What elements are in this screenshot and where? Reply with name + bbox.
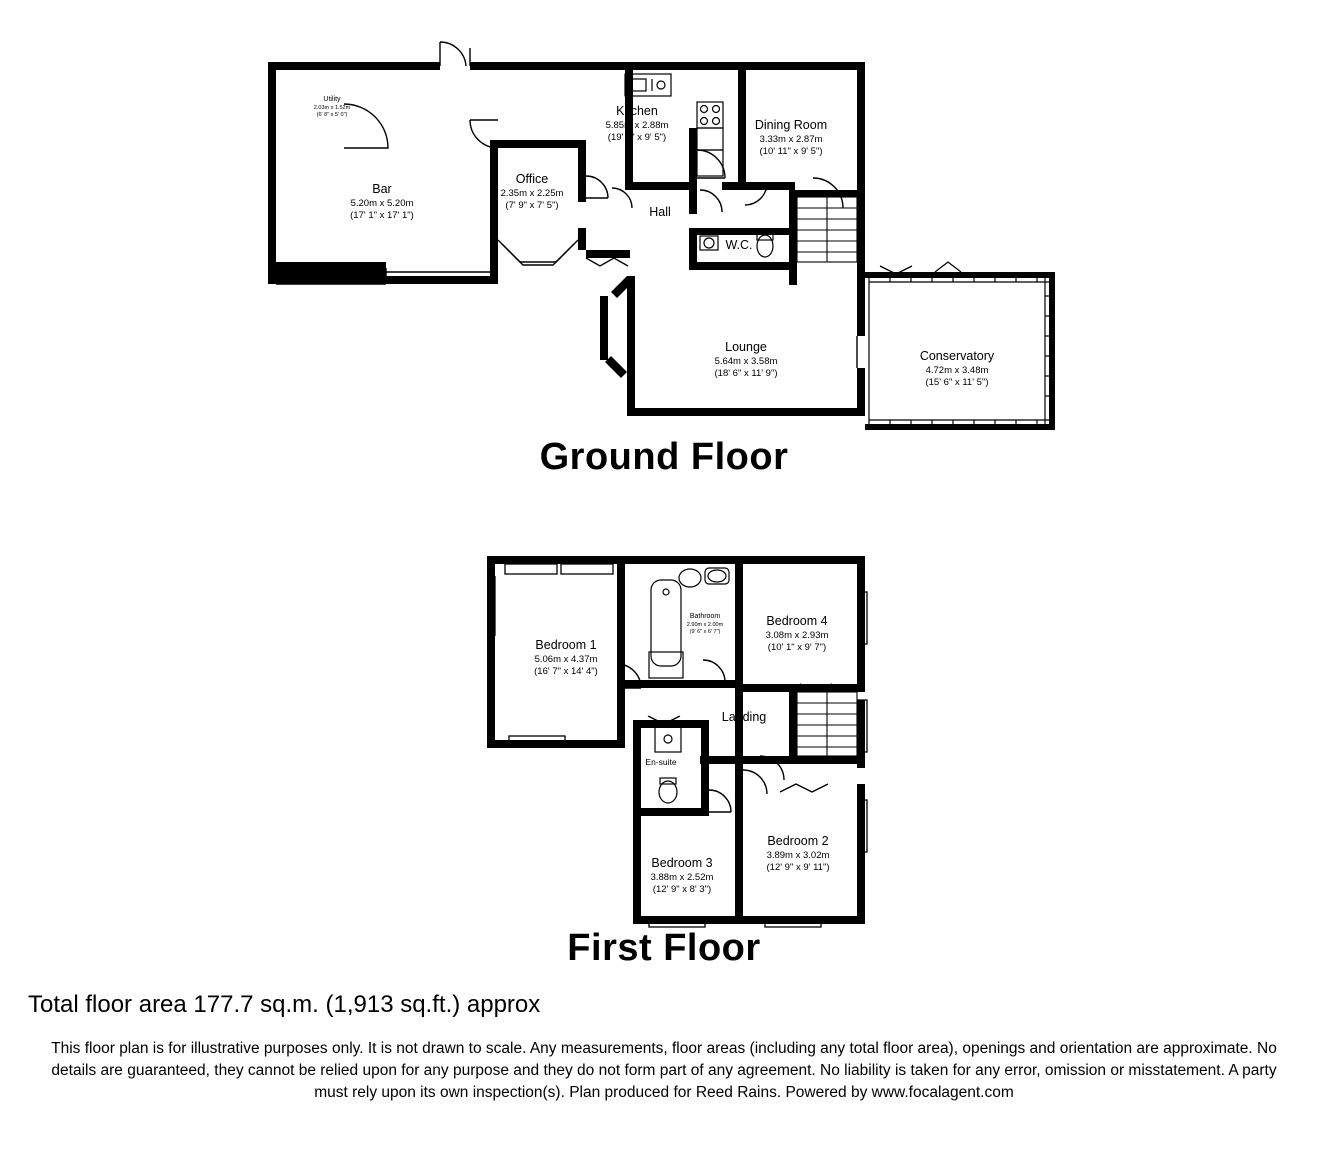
room-label-utility: Utility 2.03m x 1.52m (6' 8" x 5' 0"): [313, 96, 351, 118]
room-label-conservatory: Conservatory 4.72m x 3.48m (15' 6" x 11' 5"): [919, 349, 995, 388]
room-label-bedroom-2: Bedroom 2 3.89m x 3.02m (12' 9" x 9' 11"): [766, 834, 830, 873]
room-label-landing: Landing: [721, 710, 767, 724]
total-floor-area: Total floor area 177.7 sq.m. (1,913 sq.ft.) approx: [28, 991, 541, 1018]
room-label-bedroom-4: Bedroom 4 3.08m x 2.93m (10' 1" x 9' 7"): [765, 614, 829, 653]
ground-floor-title: Ground Floor: [539, 436, 789, 478]
room-label-bar: Bar 5.20m x 5.20m (17' 1" x 17' 1"): [350, 182, 414, 221]
room-label-office: Office 2.35m x 2.25m (7' 9" x 7' 5"): [500, 172, 564, 211]
first-floor-title: First Floor: [567, 927, 761, 969]
room-label-bedroom-3: Bedroom 3 3.88m x 2.52m (12' 9" x 8' 3"): [650, 856, 714, 895]
disclaimer-text: This floor plan is for illustrative purposes only. It is not drawn to scale. Any measurements, floor areas (including any total floor area), openings and orientation are approximate. No details are guaranteed, they cannot be relied upon for any purpose and they do not form part of any agreement. No liability is taken for any error, omission or misstatement. A party must rely upon its own inspection(s). Plan produced for Reed Rains. Powered by www.focalagent.com: [51, 1040, 1277, 1101]
room-label-bedroom-1: Bedroom 1 5.06m x 4.37m (16' 7" x 14' 4"): [534, 638, 598, 677]
room-label-hall: Hall: [649, 205, 671, 219]
room-label-lounge: Lounge 5.64m x 3.58m (18' 6" x 11' 9"): [714, 340, 778, 379]
room-label-bathroom: Bathroom 2.90m x 2.00m (9' 6" x 6' 7"): [686, 613, 724, 635]
room-label-kitchen: Kitchen 5.85m x 2.88m (19' 2" x 9' 5"): [605, 104, 669, 143]
room-label-wc: W.C.: [725, 238, 753, 252]
room-label-dining-room: Dining Room 3.33m x 2.87m (10' 11" x 9' 5"): [754, 118, 828, 157]
room-label-en-suite: En-suite: [645, 757, 677, 767]
